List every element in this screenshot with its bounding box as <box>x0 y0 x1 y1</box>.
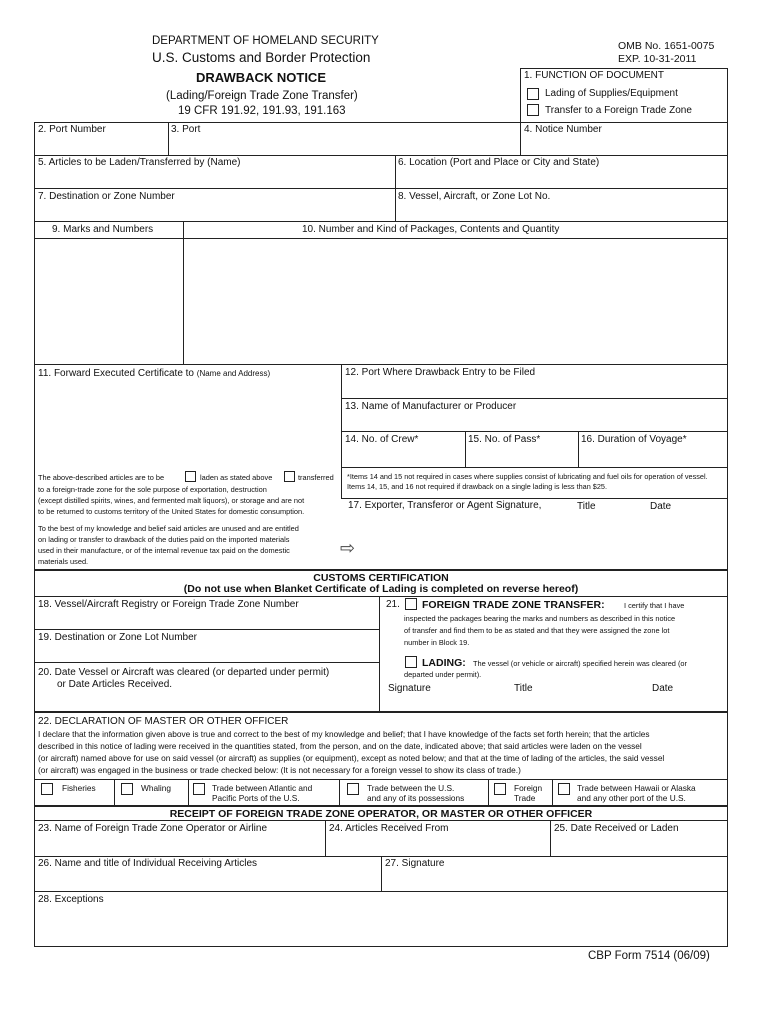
ftz-transfer-cert-checkbox[interactable] <box>405 598 417 610</box>
lading-cert-title: LADING: <box>422 657 466 669</box>
form-number: CBP Form 7514 (06/09) <box>588 950 710 962</box>
forward-certificate-field[interactable] <box>38 368 270 379</box>
declaration-p2-3: used in their manufacture, or of the internal revenue tax paid on the domestic <box>38 546 290 555</box>
form-title: DRAWBACK NOTICE <box>196 70 326 85</box>
cfr-reference: 19 CFR 191.92, 191.93, 191.163 <box>178 105 346 117</box>
fisheries-label: Fisheries <box>62 783 96 793</box>
date-received-field[interactable]: 25. Date Received or Laden <box>554 823 679 834</box>
ftz-cert-title: FOREIGN TRADE ZONE TRANSFER: <box>422 599 605 611</box>
function-of-document-label: 1. FUNCTION OF DOCUMENT <box>524 70 664 81</box>
ftz-cert-text-3: of transfer and find them to be as stated and that they were assigned the zone lot <box>404 626 670 635</box>
forward-certificate-label: 11. Forward Executed Certificate to <box>38 368 194 379</box>
port-field[interactable]: 3. Port <box>171 124 201 135</box>
expiration-date: EXP. 10-31-2011 <box>618 53 697 65</box>
crew-field[interactable]: 14. No. of Crew* <box>345 434 419 445</box>
registry-field[interactable]: 18. Vessel/Aircraft Registry or Foreign Trade Zone Number <box>38 599 299 610</box>
vessel-field[interactable]: 8. Vessel, Aircraft, or Zone Lot No. <box>398 191 551 202</box>
location-field[interactable]: 6. Location (Port and Place or City and State) <box>398 157 600 168</box>
hawaii-alaska-label-1: Trade between Hawaii or Alaska <box>577 783 696 793</box>
port-number-field[interactable]: 2. Port Number <box>38 124 106 135</box>
us-possessions-label-1: Trade between the U.S. <box>367 783 455 793</box>
drawback-port-field[interactable]: 12. Port Where Drawback Entry to be Filed <box>345 367 536 378</box>
transferred-label: transferred <box>298 473 334 482</box>
declaration-p2-2: on lading or transfer to drawback of the duties paid on the imported materials <box>38 535 290 544</box>
master-declaration-heading: 22. DECLARATION OF MASTER OR OTHER OFFICER <box>38 716 289 727</box>
ftz-cert-text-1: I certify that I have <box>624 601 685 610</box>
ftz-transfer-checkbox[interactable] <box>527 104 539 116</box>
master-declaration-l1: I declare that the information given above is true and correct to the best of my knowledge and belief; that I have knowledge of the facts set forth herein; that the articles <box>38 729 650 739</box>
ftz-cert-text-4: number in Block 19. <box>404 638 470 647</box>
customs-heading: CUSTOMS CERTIFICATION <box>313 572 449 584</box>
foreign-trade-label-2: Trade <box>514 793 536 803</box>
laden-checkbox[interactable] <box>185 471 196 482</box>
lading-cert-text-1: The vessel (or vehicle or aircraft) specified herein was cleared (or <box>473 659 688 668</box>
exporter-date: Date <box>650 501 672 512</box>
receipt-heading: RECEIPT OF FOREIGN TRADE ZONE OPERATOR, OR MASTER OR OTHER OFFICER <box>169 808 593 820</box>
customs-subheading: (Do not use when Blanket Certificate of Lading is completed on reverse hereof) <box>183 583 579 595</box>
lading-cert-checkbox[interactable] <box>405 656 417 668</box>
whaling-label: Whaling <box>141 783 171 793</box>
zone-lot-field[interactable]: 19. Destination or Zone Lot Number <box>38 632 197 643</box>
voyage-duration-field[interactable]: 16. Duration of Voyage* <box>581 434 687 445</box>
exceptions-field[interactable]: 28. Exceptions <box>38 894 104 905</box>
arrow-right-icon: ⇨ <box>340 538 356 558</box>
customs-signature-field[interactable]: Signature <box>388 683 431 694</box>
passengers-field[interactable]: 15. No. of Pass* <box>468 434 541 445</box>
form-subtitle: (Lading/Foreign Trade Zone Transfer) <box>166 90 358 102</box>
notice-number-field[interactable]: 4. Notice Number <box>524 124 602 135</box>
forward-certificate-sub: (Name and Address) <box>196 369 271 378</box>
packages-area[interactable] <box>184 239 727 363</box>
declaration-line-3: (except distilled spirits, wines, and fermented malt liquors), or storage and are not <box>38 496 305 505</box>
lading-supplies-label: Lading of Supplies/Equipment <box>545 88 678 99</box>
declaration-line-1: The above-described articles are to be <box>38 473 165 482</box>
receipt-signature-field[interactable]: 27. Signature <box>385 858 445 869</box>
articles-received-from-field[interactable]: 24. Articles Received From <box>329 823 449 834</box>
department-name: DEPARTMENT OF HOMELAND SECURITY <box>152 35 379 47</box>
atlantic-pacific-checkbox[interactable] <box>193 783 205 795</box>
customs-date-field[interactable]: Date <box>652 683 674 694</box>
foreign-trade-checkbox[interactable] <box>494 783 506 795</box>
receiving-individual-field[interactable]: 26. Name and title of Individual Receiving Articles <box>38 858 258 869</box>
ftz-cert-text-2: inspected the packages bearing the marks and numbers as described in this notice <box>404 614 676 623</box>
master-declaration-l4: (or aircraft) was engaged in the business or trade checked below: (It is not necessary for a foreign vessel to show its class of trade.) <box>38 765 521 775</box>
foreign-trade-label-1: Foreign <box>514 783 543 793</box>
block-21-number: 21. <box>386 599 400 610</box>
us-possessions-checkbox[interactable] <box>347 783 359 795</box>
marks-numbers-area[interactable] <box>35 239 182 363</box>
destination-field[interactable]: 7. Destination or Zone Number <box>38 191 175 202</box>
date-received-label: or Date Articles Received. <box>57 679 173 690</box>
declaration-line-4: to be returned to customs territory of the United States for domestic consumption. <box>38 507 305 516</box>
transferred-checkbox[interactable] <box>284 471 295 482</box>
master-declaration-l3: (or aircraft) named above for use on said vessel (or aircraft) as supplies (or equipment), except as noted below; and that at the time of lading of the articles, the said vessel <box>38 753 665 763</box>
atlantic-pacific-label-2: Pacific Ports of the U.S. <box>212 793 300 803</box>
laden-by-field[interactable]: 5. Articles to be Laden/Transferred by (Name) <box>38 157 241 168</box>
lading-supplies-checkbox[interactable] <box>527 88 539 100</box>
hawaii-alaska-label-2: and any other port of the U.S. <box>577 793 686 803</box>
agency-name: U.S. Customs and Border Protection <box>152 50 371 65</box>
fisheries-checkbox[interactable] <box>41 783 53 795</box>
exporter-title: Title <box>577 501 596 512</box>
master-declaration-l2: described in this notice of lading were received in the quantities stated, from the person, and on the date, indicated above; that said articles were laden on the vessel <box>38 741 642 751</box>
atlantic-pacific-label-1: Trade between Atlantic and <box>212 783 313 793</box>
omb-number: OMB No. 1651-0075 <box>618 40 715 52</box>
hawaii-alaska-checkbox[interactable] <box>558 783 570 795</box>
lading-cert-text-2: departed under permit). <box>404 670 482 679</box>
packages-header: 10. Number and Kind of Packages, Contents and Quantity <box>302 224 560 235</box>
whaling-checkbox[interactable] <box>121 783 133 795</box>
customs-title-field[interactable]: Title <box>514 683 533 694</box>
exporter-signature-field[interactable]: 17. Exporter, Transferor or Agent Signature, <box>348 500 542 511</box>
manufacturer-field[interactable]: 13. Name of Manufacturer or Producer <box>345 401 517 412</box>
laden-label: laden as stated above <box>200 473 273 482</box>
declaration-p2-1: To the best of my knowledge and belief said articles are unused and are entitled <box>38 524 299 533</box>
items-note: *Items 14 and 15 not required in cases where supplies consist of lubricating and fuel oils for operation of vessel. Items 14, 15, and 16 not required if drawback on a single lading is less than $25. <box>347 472 708 492</box>
date-cleared-field[interactable]: 20. Date Vessel or Aircraft was cleared (or departed under permit) <box>38 667 330 678</box>
marks-numbers-header: 9. Marks and Numbers <box>52 224 154 235</box>
ftz-operator-field[interactable]: 23. Name of Foreign Trade Zone Operator or Airline <box>38 823 268 834</box>
ftz-transfer-label: Transfer to a Foreign Trade Zone <box>545 105 692 116</box>
declaration-line-2: to a foreign-trade zone for the sole purpose of exportation, destruction <box>38 485 267 494</box>
declaration-p2-4: materials used. <box>38 557 89 566</box>
us-possessions-label-2: and any of its possessions <box>367 793 465 803</box>
